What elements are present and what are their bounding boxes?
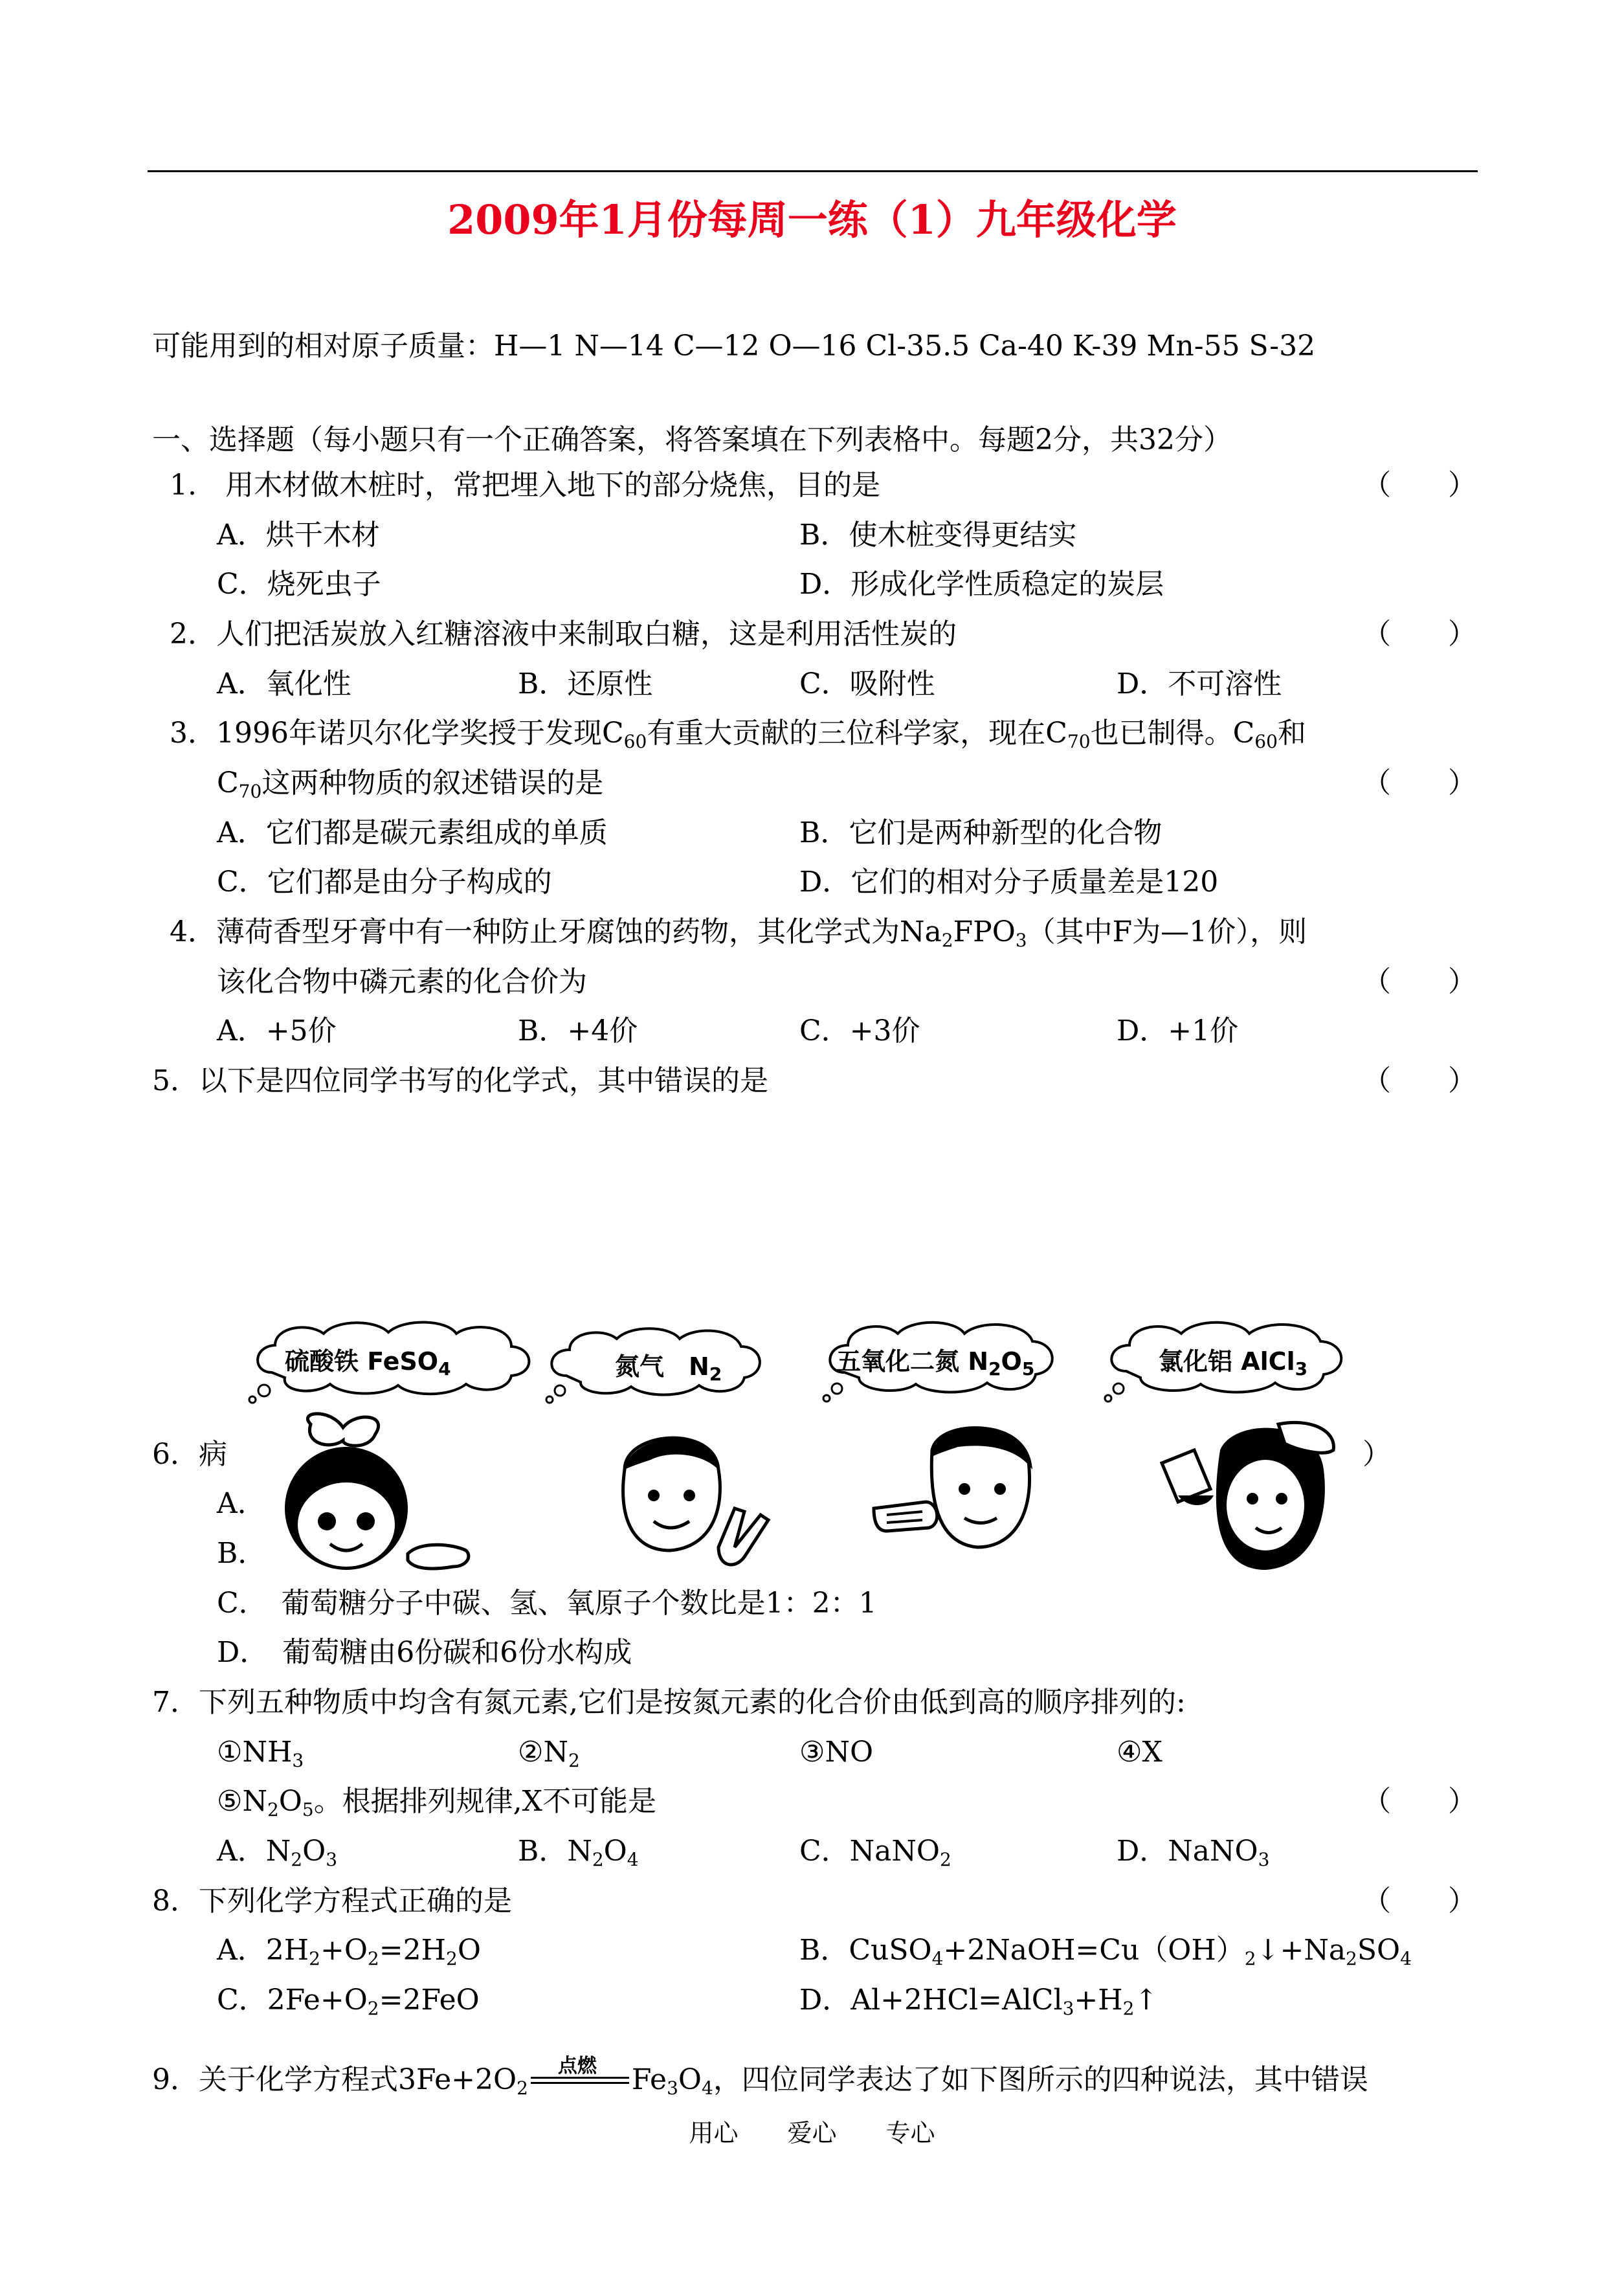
q3-option-d: D．它们的相对分子质量差是120 [799, 866, 1219, 899]
q5-answer-paren[interactable]: （ ） [1363, 1064, 1476, 1097]
q7-item-1: $①NH_3$ [217, 1736, 304, 1771]
q8-answer-paren[interactable]: （ ） [1363, 1885, 1476, 1918]
q7-answer-paren[interactable]: （ ） [1363, 1785, 1476, 1818]
q2-answer-paren[interactable]: （ ） [1363, 618, 1476, 651]
q6-option-d: D． 葡萄糖由6份碳和6份水构成 [217, 1636, 632, 1669]
q2-option-c: C．吸附性 [799, 667, 935, 700]
q8-option-b: B．$CuSO_4+2NaOH=Cu(OH)_2↓+Na_2SO_4$ [799, 1934, 1412, 1969]
q7-option-c: C．NaNO$_2$ [799, 1835, 951, 1870]
header-rule [148, 170, 1478, 172]
atomic-masses: 可能用到的相对原子质量：H—1 N—14 C—12 O—16 Cl-35.5 Ca-40 K-39 Mn-55 S-32 [152, 330, 1316, 363]
q3-option-a: A．它们都是碳元素组成的单质 [217, 816, 608, 849]
q6-option-c: C． 葡萄糖分子中碳、氢、氧原子个数比是1：2：1 [217, 1587, 877, 1620]
q3-stem-line1: 3．1996年诺贝尔化学奖授于发现$C_{60}$有重大贡献的三位科学家，现在$C_{70}$也已制得。$C_{60}$和 [170, 717, 1306, 752]
q7-item-5: $⑤N_2O_5$。根据排列规律,X不可能是 [217, 1785, 656, 1820]
q8-option-a: A．$2H_2+O_2=2H_2O$ [217, 1934, 481, 1969]
page-title: 2009年1月份每周一练（1）九年级化学 [447, 196, 1177, 243]
q3-answer-paren[interactable]: （ ） [1363, 766, 1476, 800]
q6-option-a-fragment: A． [217, 1487, 266, 1520]
q7-option-a: A．$N_2O_3$ [217, 1835, 338, 1870]
q7-item-2: $②N_2$ [518, 1736, 580, 1771]
q7-option-b: B．$N_2O_4$ [518, 1835, 639, 1870]
student-1-illustration [272, 1411, 479, 1586]
q3-option-c: C．它们都是由分子构成的 [217, 866, 552, 899]
q7-option-d: D．NaNO$_3$ [1117, 1835, 1270, 1870]
q7-item-3: ③NO [799, 1736, 874, 1769]
q4-option-c: C．+3价 [799, 1014, 920, 1047]
student-4-illustration [1149, 1411, 1350, 1586]
q4-option-a: A．+5价 [217, 1014, 337, 1047]
q7-stem: 7．下列五种物质中均含有氮元素,它们是按氮元素的化合价由低到高的顺序排列的: [152, 1686, 1186, 1719]
cloud-4-text: 氯化铝 AlCl$_3$ [1159, 1347, 1308, 1380]
cloud-3-text: 五氧化二氮 $N_2O_5$ [836, 1347, 1035, 1380]
q3-option-b: B．它们是两种新型的化合物 [799, 816, 1162, 849]
q5-stem: 5．以下是四位同学书写的化学式，其中错误的是 [152, 1064, 768, 1097]
q4-option-b: B．+4价 [518, 1014, 638, 1047]
q2-stem: 2．人们把活炭放入红糖溶液中来制取白糖，这是利用活性炭的 [170, 618, 957, 651]
student-2-illustration [605, 1418, 780, 1586]
q1-option-a: A．烘干木材 [217, 519, 380, 552]
cloud-2-text: 氮气 $N_2$ [615, 1352, 722, 1385]
cloud-1-text: 硫酸铁 FeSO$_4$ [285, 1347, 451, 1380]
q4-option-d: D．+1价 [1117, 1014, 1239, 1047]
q2-option-b: B．还原性 [518, 667, 653, 700]
section-heading: 一、选择题（每小题只有一个正确答案，将答案填在下列表格中。每题2分，共32分） [152, 423, 1232, 456]
student-3-illustration [867, 1411, 1055, 1580]
q9-stem: 9．关于化学方程式$3Fe+2O_2$ 点燃 $Fe_3O_4$，四位同学表达了如下图所示的四种说法，其中错误 [152, 2061, 1368, 2099]
q1-option-c: C．烧死虫子 [217, 568, 381, 601]
reaction-condition-arrow [528, 2054, 632, 2095]
page-footer: 用心 爱心 专心 [689, 2119, 935, 2147]
q1-stem: 1. 用木材做木桩时，常把埋入地下的部分烧焦，目的是 [170, 469, 880, 502]
q7-item-4: ④X [1117, 1736, 1162, 1769]
reaction-condition: 点燃 [557, 2054, 597, 2077]
q3-stem-line2: $C_{70}$这两种物质的叙述错误的是 [217, 766, 604, 802]
q8-option-c: C．$2Fe+O_2=2FeO$ [217, 1984, 480, 2019]
q2-option-d: D．不可溶性 [1117, 667, 1282, 700]
q4-stem-line1: 4．薄荷香型牙膏中有一种防止牙腐蚀的药物，其化学式为$Na_2FPO_3$（其中F为—1价），则 [170, 915, 1307, 951]
q1-answer-paren[interactable]: （ ） [1363, 469, 1476, 502]
q1-option-d: D．形成化学性质稳定的炭层 [799, 568, 1164, 601]
q6-stem-fragment: 6．病 [152, 1438, 227, 1471]
q6-option-b-fragment: B． [217, 1537, 267, 1570]
q4-answer-paren[interactable]: （ ） [1363, 965, 1476, 998]
q8-stem: 8．下列化学方程式正确的是 [152, 1885, 512, 1918]
q8-option-d: D．$Al+2HCl=AlCl_3+H_2↑$ [799, 1984, 1159, 2019]
q4-stem-line2: 该化合物中磷元素的化合价为 [217, 965, 587, 998]
q2-option-a: A．氧化性 [217, 667, 351, 700]
q6-answer-paren-right[interactable]: ） [1363, 1438, 1391, 1471]
q1-option-b: B．使木桩变得更结实 [799, 519, 1077, 552]
